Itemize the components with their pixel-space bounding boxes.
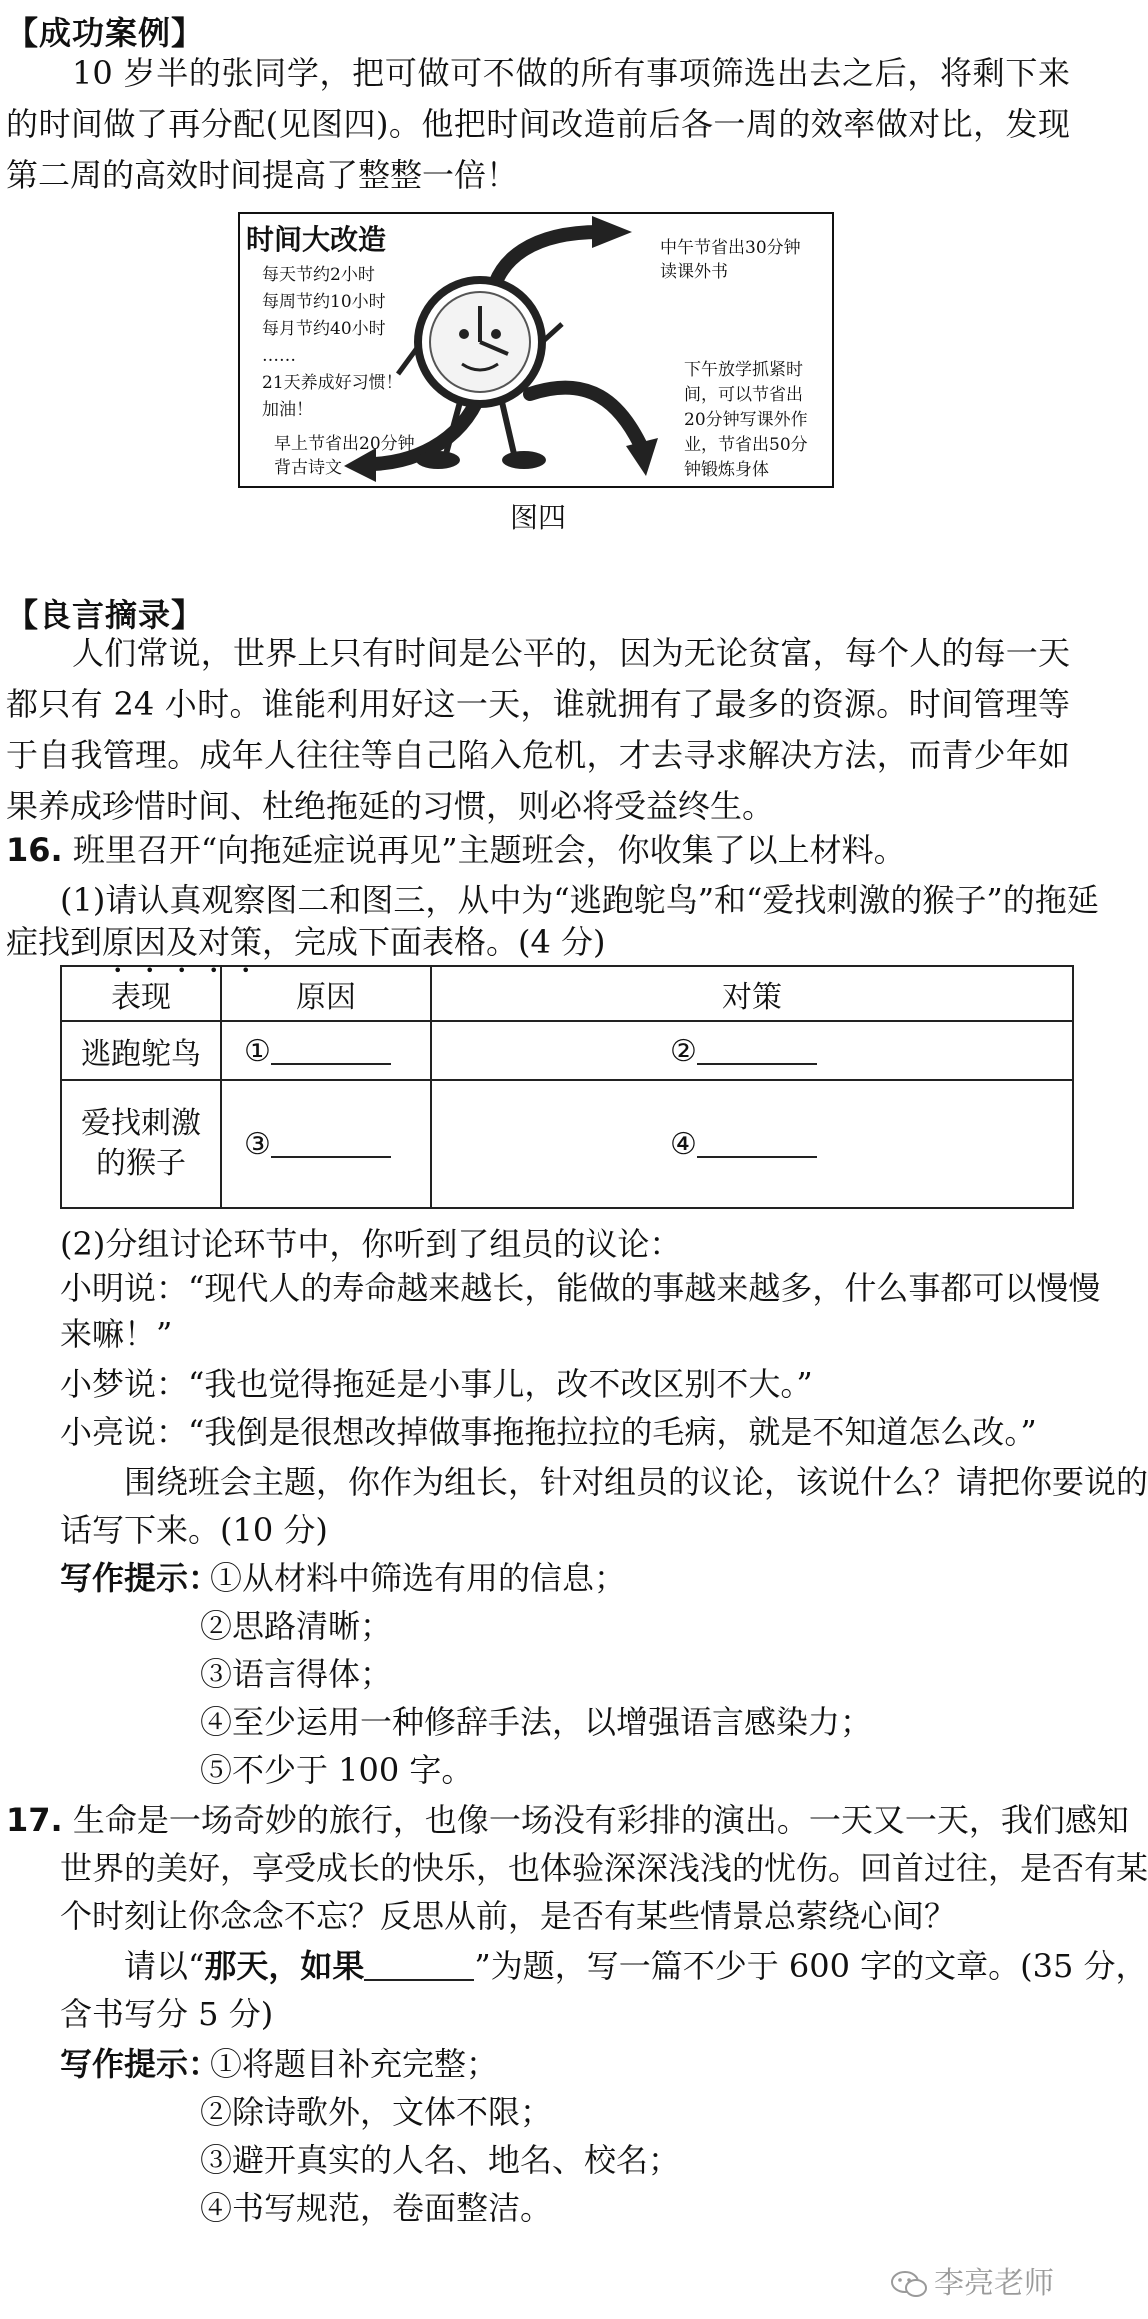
- table-row: [61, 1021, 1073, 1080]
- q16-tip-3: ③语言得体；: [200, 1655, 393, 1693]
- figure-caption: 图四: [510, 501, 567, 534]
- figure-left-notes: 每天节约2小时 每周节约10小时 每月节约40小时 …… 21天养成好习惯！ 加油！: [262, 265, 403, 420]
- section-title-case: 【成功案例】: [6, 14, 205, 52]
- q17-tip-4: ④书写规范，卷面整洁。: [200, 2189, 553, 2227]
- q16-part1-line2: 症找到原因及对策，完成下面表格。(4 分): [6, 923, 606, 961]
- q16-xiaomeng: 小梦说：“我也觉得拖延是小事儿，改不改区别不大。”: [60, 1365, 813, 1403]
- q16-number: 16.: [6, 831, 63, 869]
- q16-tip-4: ④至少运用一种修辞手法，以增强语言感染力；: [200, 1703, 873, 1741]
- quote-paragraph: 人们常说，世界上只有时间是公平的，因为无论贫富，每个人的每一天都只有 24 小时。谁能利用好这一天，谁就拥有了最多的资源。时间管理等于自我管理。成年人往往等自己陷入危机，才去寻求解决方法，而青少年如果养成珍惜时间、杜绝拖延的习惯，则必将受益终生。: [6, 634, 1070, 825]
- q16-answer-table: [60, 965, 1074, 1209]
- q17-title-blank[interactable]: [364, 1949, 474, 1981]
- q17-tip-1: ①将题目补充完整；: [210, 2045, 499, 2083]
- blank-solution-2[interactable]: ②: [431, 1021, 1073, 1080]
- header-solution: 对策: [431, 966, 1073, 1021]
- q16-part1-line1: (1)请认真观察图二和图三，从中为“逃跑鸵鸟”和“爱找刺激的猴子”的拖延: [60, 881, 1099, 919]
- q16-xiaoliang: 小亮说：“我倒是很想改掉做事拖拖拉拉的毛病，就是不知道怎么改。”: [60, 1413, 1037, 1451]
- figure-afternoon-note: 下午放学抓紧时 间，可以节省出 20分钟写课外作 业，节省出50分 钟锻炼身体: [684, 360, 808, 480]
- table-row: [61, 1080, 1073, 1208]
- figure-title: 时间大改造: [246, 223, 387, 256]
- q17-tips-label: 写作提示：: [60, 2045, 221, 2083]
- watermark: [890, 2258, 1054, 2302]
- wechat-icon: [890, 2269, 928, 2299]
- header-performance: 表现: [61, 966, 221, 1021]
- figure-morning-note: 早上节省出20分钟 背古诗文: [274, 434, 415, 478]
- blank-solution-4[interactable]: ④: [431, 1080, 1073, 1208]
- q16-tip-1: ①从材料中筛选有用的信息；: [210, 1559, 627, 1597]
- case-paragraph: 10 岁半的张同学，把可做可不做的所有事项筛选出去之后，将剩下来的时间做了再分配(见图四)。他把时间改造前后各一周的效率做对比，发现第二周的高效时间提高了整整一倍！: [6, 54, 1070, 194]
- q16-xiaoming-line2: 来嘛！”: [60, 1315, 173, 1353]
- q17-prompt: 请以“那天，如果 ”为题，写一篇不少于 600 字的文章。(35 分，: [124, 1947, 1148, 1985]
- q16-stem: 16. 班里召开“向拖延症说再见”主题班会，你收集了以上材料。: [6, 831, 906, 869]
- blank-cause-1[interactable]: ①: [221, 1021, 431, 1080]
- q16-tip-5: ⑤不少于 100 字。: [200, 1751, 474, 1789]
- q17-line2: 世界的美好，享受成长的快乐，也体验深深浅浅的忧伤。回首过往，是否有某: [60, 1849, 1148, 1887]
- blank-cause-3[interactable]: ③: [221, 1080, 431, 1208]
- q17-title-prefix: 那天，如果: [204, 1947, 365, 1985]
- q16-tips-label: 写作提示：: [60, 1559, 221, 1597]
- q16-xiaoming-line1: 小明说：“现代人的寿命越来越长，能做的事越来越多，什么事都可以慢慢: [60, 1269, 1101, 1307]
- q17-line1: 17. 生命是一场奇妙的旅行，也像一场没有彩排的演出。一天又一天，我们感知: [6, 1801, 1129, 1839]
- figure-noon-note: 中午节省出30分钟 读课外书: [660, 238, 801, 282]
- q17-prompt-line2: 含书写分 5 分): [60, 1995, 274, 2033]
- watermark-text: 李亮老师: [934, 2266, 1054, 2301]
- q17-number: 17.: [6, 1801, 63, 1839]
- row-label-ostrich: 逃跑鸵鸟: [61, 1021, 221, 1080]
- q16-ask-line2: 话写下来。(10 分): [60, 1511, 328, 1549]
- q16-ask-line1: 围绕班会主题，你作为组长，针对组员的议论，该说什么？请把你要说的: [124, 1463, 1148, 1501]
- section-title-quote: 【良言摘录】: [6, 596, 205, 634]
- q17-tip-2: ②除诗歌外，文体不限；: [200, 2093, 553, 2131]
- q17-tip-3: ③避开真实的人名、地名、校名；: [200, 2141, 681, 2179]
- row-label-monkey: 爱找刺激 的猴子: [61, 1080, 221, 1208]
- q16-part2: (2)分组讨论环节中，你听到了组员的议论：: [60, 1225, 682, 1263]
- q16-tip-2: ②思路清晰；: [200, 1607, 393, 1645]
- figure-time-makeover: [238, 212, 834, 488]
- header-cause: 原因: [221, 966, 431, 1021]
- table-header-row: [61, 966, 1073, 1021]
- q17-line3: 个时刻让你念念不忘？反思从前，是否有某些情景总萦绕心间？: [60, 1897, 957, 1935]
